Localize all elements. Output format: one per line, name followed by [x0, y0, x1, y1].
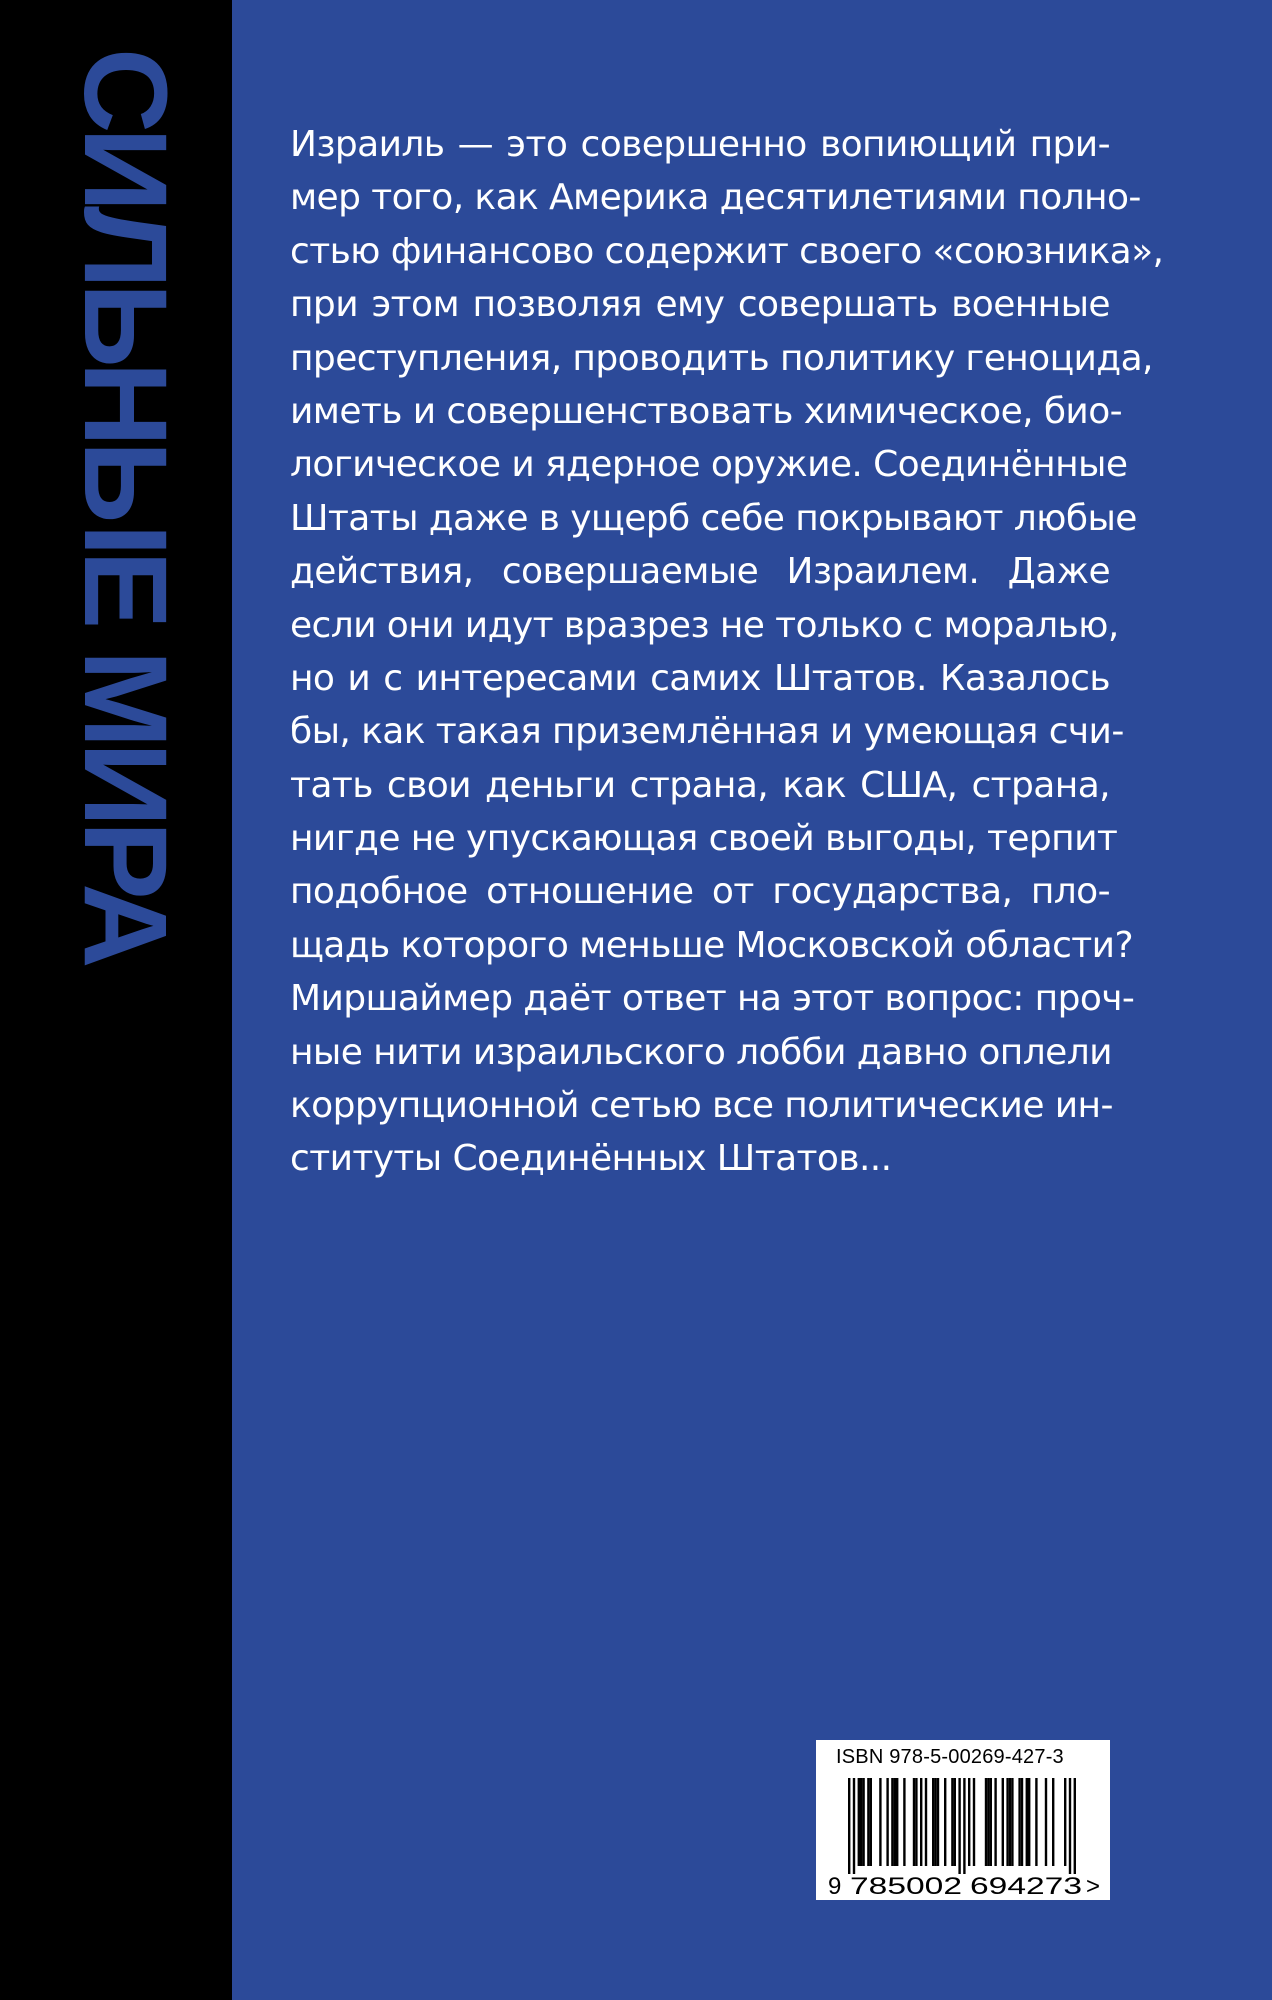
- barcode-left-digits: 785002: [850, 1873, 962, 1896]
- barcode-bar: [867, 1778, 869, 1866]
- blurb-line: иметь и совершенствовать химическое, био-: [290, 390, 1123, 432]
- barcode-bar: [973, 1778, 975, 1866]
- barcode-bar: [987, 1778, 989, 1866]
- blurb-line: щадь которого меньше Московской области?: [290, 924, 1133, 966]
- barcode-bar: [985, 1778, 987, 1866]
- barcode-bar: [990, 1778, 992, 1866]
- blurb-line: коррупционной сетью все политические ин-: [290, 1085, 1113, 1127]
- barcode-bar: [1018, 1778, 1020, 1866]
- barcode-bar: [1026, 1778, 1028, 1866]
- barcode-bar: [1021, 1778, 1023, 1866]
- barcode-guard-bar: [853, 1778, 855, 1874]
- blurb-line: Миршаймер даёт ответ на этот вопрос: проч-: [290, 978, 1135, 1020]
- barcode-bar: [860, 1778, 862, 1866]
- barcode-bar: [944, 1778, 946, 1866]
- blurb-line: тать свои деньги страна, как США, страна,: [290, 764, 1110, 806]
- barcode-bar: [951, 1778, 953, 1866]
- isbn-barcode-block: [816, 1740, 1110, 1900]
- barcode-bar: [937, 1778, 939, 1866]
- back-cover-blurb: [290, 118, 1164, 1186]
- blurb-line: действия, совершаемые Израилем. Даже: [290, 551, 1110, 593]
- isbn-number: ISBN 978-5-00269-427-3: [836, 1746, 1064, 1768]
- blurb-line: при этом позволяя ему совершать военные: [290, 284, 1110, 326]
- blurb-line: но и с интересами самих Штатов. Казалось: [290, 657, 1110, 699]
- barcode-bar: [913, 1778, 915, 1866]
- barcode-quiet-mark: >: [1086, 1873, 1100, 1896]
- blurb-line: подобное отношение от государства, пло-: [290, 871, 1110, 913]
- barcode-bar: [858, 1778, 860, 1866]
- barcode-guard-bar: [958, 1778, 960, 1874]
- barcode-bar: [896, 1778, 898, 1866]
- book-spine: [0, 0, 232, 2000]
- blurb-line: ституты Соединённых Штатов...: [290, 1138, 892, 1180]
- barcode-bar: [968, 1778, 970, 1866]
- barcode-bar: [891, 1778, 893, 1866]
- barcode-first-digit: 9: [828, 1873, 842, 1896]
- blurb-line: преступления, проводить политику геноцида,: [290, 337, 1153, 379]
- blurb-line: Штаты даже в ущерб себе покрывают любые: [290, 497, 1137, 539]
- barcode-guard-bar: [1069, 1778, 1071, 1874]
- spine-title: СИЛЬНЫЕ МИРА: [59, 48, 191, 963]
- blurb-line: логическое и ядерное оружие. Соединённые: [290, 444, 1128, 486]
- blurb-line: мер того, как Америка десятилетиями полно-: [290, 177, 1141, 219]
- blurb-line: Израиль — это совершенно вопиющий при-: [290, 124, 1110, 165]
- barcode-bar: [894, 1778, 896, 1866]
- blurb-line: стью финансово содержит своего «союзника»,: [290, 230, 1164, 272]
- barcode-bar: [1064, 1778, 1066, 1866]
- barcode-guard-bar: [848, 1778, 850, 1874]
- barcode-bar: [1028, 1778, 1030, 1866]
- barcode-bar: [1009, 1778, 1011, 1866]
- blurb-line: нигде не упускающая своей выгоды, терпит: [290, 818, 1118, 860]
- barcode-right-digits: 694273: [970, 1873, 1082, 1896]
- barcode-bar: [915, 1778, 917, 1866]
- barcode-bar: [954, 1778, 956, 1866]
- barcode-bar: [994, 1778, 996, 1866]
- barcode-bar: [1002, 1778, 1004, 1866]
- barcode-bar: [1052, 1778, 1054, 1866]
- barcode-bar: [879, 1778, 881, 1866]
- barcode-bar: [862, 1778, 864, 1866]
- barcode-guard-bar: [1074, 1778, 1076, 1874]
- barcode-bar: [932, 1778, 934, 1866]
- barcode-bar: [903, 1778, 905, 1866]
- barcode-bar: [934, 1778, 936, 1866]
- blurb-line: ные нити израильского лобби давно оплели: [290, 1031, 1112, 1073]
- blurb-line: бы, как такая приземлённая и умеющая счи-: [290, 711, 1124, 753]
- barcode-guard-bar: [963, 1778, 965, 1874]
- barcode-bar: [870, 1778, 872, 1866]
- barcode-bar: [920, 1778, 922, 1866]
- barcode-bar: [886, 1778, 888, 1866]
- barcode-bar: [1045, 1778, 1047, 1866]
- barcode-bar: [1006, 1778, 1008, 1866]
- barcode-bar: [1011, 1778, 1013, 1866]
- barcode-icon: [826, 1774, 1100, 1896]
- barcode-bar: [1035, 1778, 1037, 1866]
- blurb-line: если они идут вразрез не только с моралью,: [290, 604, 1119, 646]
- barcode-bar: [925, 1778, 927, 1866]
